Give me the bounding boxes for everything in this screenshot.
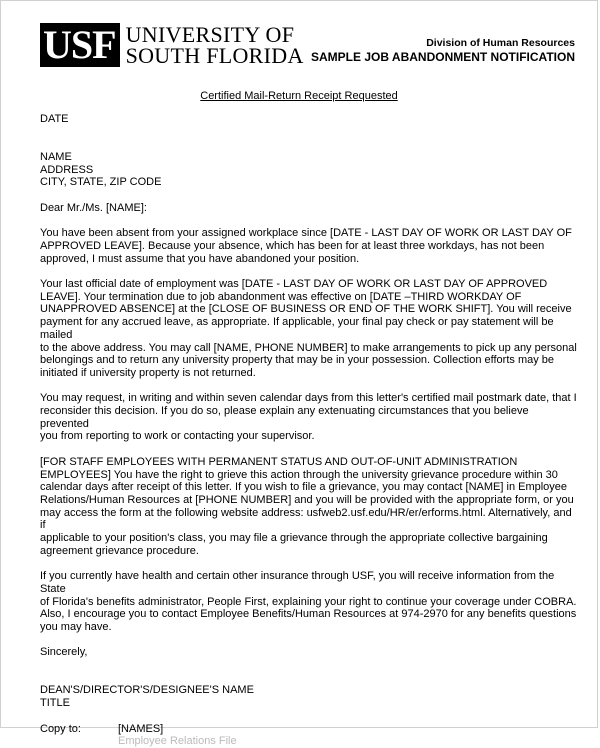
recipient-address <box>40 151 580 189</box>
text-line: you may have. <box>40 621 112 633</box>
signer-name: DEAN'S/DIRECTOR'S/DESIGNEE'S NAME <box>40 684 254 697</box>
paragraph-termination <box>40 278 580 380</box>
letter-body <box>40 113 580 748</box>
text-line: If you currently have health and certain other insurance through USF, you will receive information from the State <box>40 570 555 595</box>
date-field: DATE <box>40 113 69 125</box>
text-line: UNAPPROVED ABSENCE] at the [CLOSE OF BUSINESS OR END OF THE WORK SHIFT]. You will receive <box>40 303 572 316</box>
salutation: Dear Mr./Ms. [NAME]: <box>40 201 147 214</box>
text-line: applicable to your position's class, you may file a grievance through the appropriate collective bargaining <box>40 532 548 545</box>
text-line: of Florida's benefits administrator, People First, explaining your right to continue your coverage under COBRA. <box>40 595 577 608</box>
logo-abbrev: USF <box>40 23 120 67</box>
text-line: APPROVED LEAVE]. Because your absence, which has been for at least three workdays, has not been <box>40 239 545 252</box>
address-line: ADDRESS <box>40 163 94 176</box>
text-line: Your last official date of employment was [DATE - LAST DAY OF WORK OR LAST DAY OF APPROVED <box>40 278 548 291</box>
paragraph-reconsider <box>40 392 580 443</box>
text-line: You may request, in writing and within seven calendar days from this letter's certified mail postmark date, that I <box>40 392 577 405</box>
certified-mail-line: Certified Mail-Return Receipt Requested <box>200 90 398 102</box>
text-line: EMPLOYEES] You have the right to grieve this action through the university grievance procedure within 30 <box>40 468 558 481</box>
text-line: initiated if university property is not returned. <box>40 366 256 379</box>
copy-to-row <box>40 723 580 736</box>
address-line: NAME <box>40 151 72 164</box>
text-line: approved, I must assume that you have abandoned your position. <box>40 252 360 265</box>
signer-title: TITLE <box>40 697 70 710</box>
logo-wordmark <box>126 24 304 66</box>
text-line: to the above address. You may call [NAME, PHONE NUMBER] to make arrangements to pick up any personal <box>40 341 577 354</box>
text-line: [FOR STAFF EMPLOYEES WITH PERMANENT STATUS AND OUT-OF-UNIT ADMINISTRATION <box>40 455 518 468</box>
usf-logo <box>40 23 304 67</box>
paragraph-absence <box>40 227 580 265</box>
text-line: Relations/Human Resources at [PHONE NUMBER] and you will be provided with the appropriate form, or you <box>40 493 574 506</box>
copy-to-row-cutoff <box>40 735 580 748</box>
address-line: CITY, STATE, ZIP CODE <box>40 176 162 189</box>
paragraph-insurance <box>40 570 580 634</box>
closing: Sincerely, <box>40 646 88 659</box>
copy-to-names: [NAMES] <box>118 722 164 735</box>
division-name: Division of Human Resources <box>426 37 575 49</box>
text-line: calendar days after receipt of this letter. If you wish to file a grievance, you may contact [NAME] in Employee <box>40 481 568 494</box>
copy-to-label: Copy to: <box>40 722 81 735</box>
text-line: may access the form at the following website address: usfweb2.usf.edu/HR/er/erforms.html. Alternatively, and if <box>40 506 572 532</box>
logo-line-1: UNIVERSITY OF <box>125 22 295 47</box>
text-line: agreement grievance procedure. <box>40 544 199 557</box>
paragraph-grievance <box>40 456 580 558</box>
logo-line-2: SOUTH FLORIDA <box>125 43 304 68</box>
document-title: SAMPLE JOB ABANDONMENT NOTIFICATION <box>311 50 575 64</box>
header-right <box>311 37 575 65</box>
text-line: you from reporting to work or contacting your supervisor. <box>40 430 315 443</box>
text-line: belongings and to return any university property that may be in your possession. Collection efforts may be <box>40 354 555 367</box>
text-line: Also, I encourage you to contact Employee Benefits/Human Resources at 974-2970 for any benefits questions <box>40 608 577 621</box>
signature-block <box>40 684 580 709</box>
text-line: LEAVE]. Your termination due to job abandonment was effective on [DATE –THIRD WORKDAY OF <box>40 290 522 303</box>
text-line: reconsider this decision. If you do so, please explain any extenuating circumstances that you believe prevented <box>40 405 529 430</box>
text-line: payment for any accrued leave, as appropriate. If applicable, your final pay check or pay statement will be mailed <box>40 316 554 341</box>
text-line: You have been absent from your assigned workplace since [DATE - LAST DAY OF WORK OR LAST DAY OF <box>40 227 572 240</box>
copy-to-file: Employee Relations File <box>118 735 237 748</box>
